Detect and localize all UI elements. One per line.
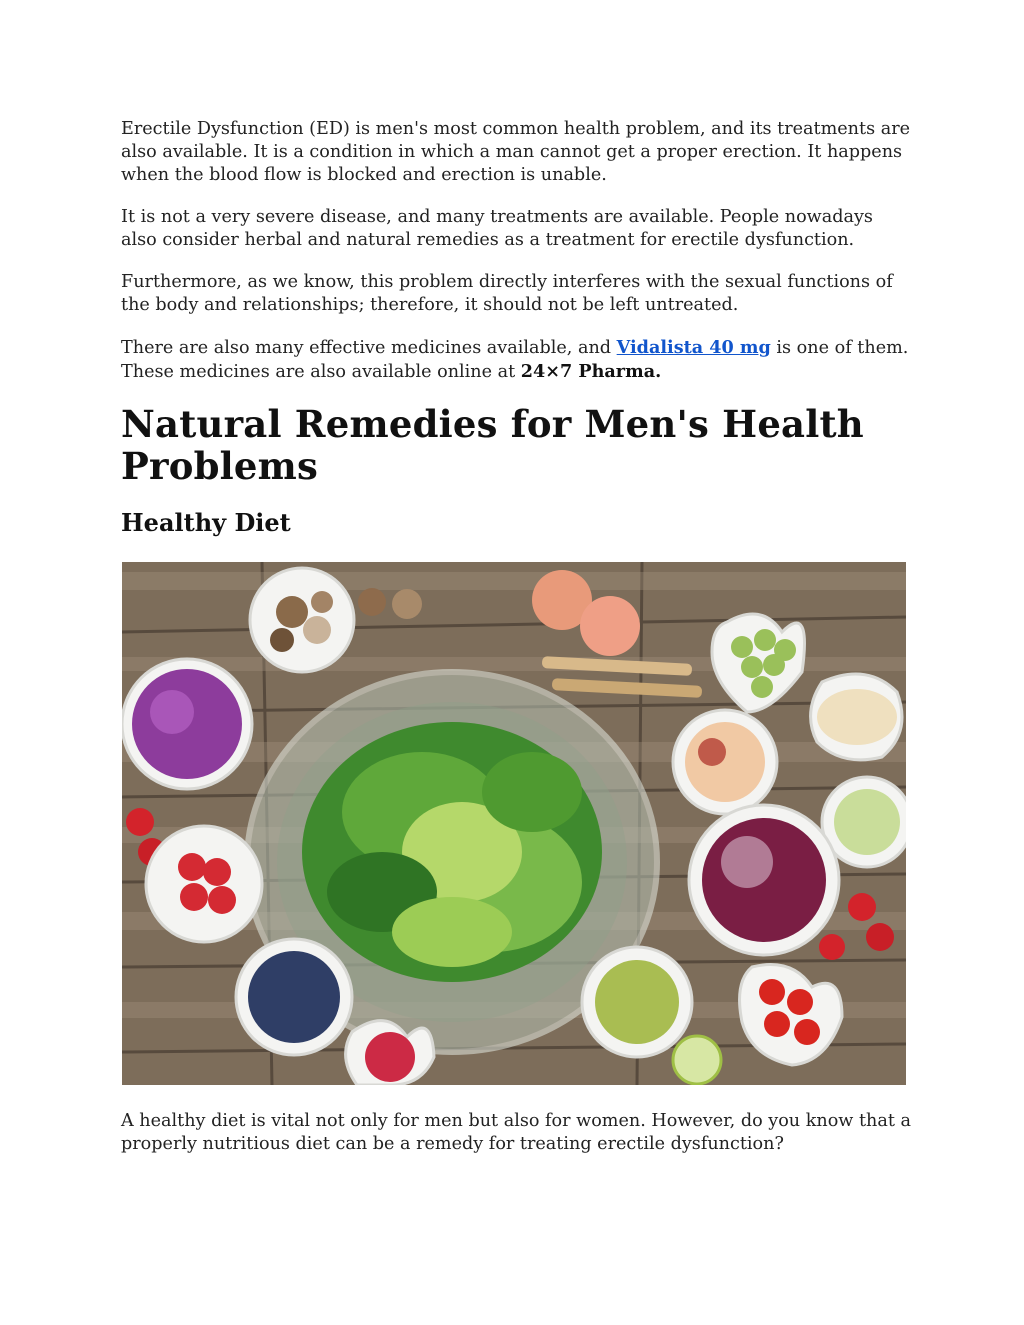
healthy-diet-section	[121, 1110, 911, 1175]
food-table-illustration	[122, 562, 906, 1085]
medicines-text-start: There are also many effective medicines available, and	[121, 338, 617, 358]
treatments-paragraph: It is not a very severe disease, and many treatments are available. People nowadays also consider herbal and natural remedies as a treatment for erectile dysfunction.	[121, 207, 873, 250]
medicines-text-middle: is one of them. These medicines are also available online at	[121, 338, 909, 382]
healthy-food-photo	[122, 562, 906, 1085]
medicines-paragraph	[121, 336, 911, 384]
untreated-paragraph: Furthermore, as we know, this problem directly interferes with the sexual functions of the body and relationships; therefore, it should not be left untreated.	[121, 272, 893, 315]
intro-paragraph: Erectile Dysfunction (ED) is men's most common health problem, and its treatments are also available. It is a condition in which a man cannot get a proper erection. It happens when the blood flow is blocked and erection is unable.	[121, 119, 911, 185]
page-title: Natural Remedies for Men's Health Problems	[121, 402, 864, 488]
healthy-diet-paragraph: A healthy diet is vital not only for men but also for women. However, do you know that a properly nutritious diet can be a remedy for treating erectile dysfunction?	[121, 1111, 911, 1154]
pharma-name: 24×7 Pharma.	[520, 361, 662, 382]
vidalista-link[interactable]: Vidalista 40 mg	[616, 337, 771, 358]
section-heading-healthy-diet: Healthy Diet	[121, 508, 291, 537]
article-body	[121, 118, 911, 538]
